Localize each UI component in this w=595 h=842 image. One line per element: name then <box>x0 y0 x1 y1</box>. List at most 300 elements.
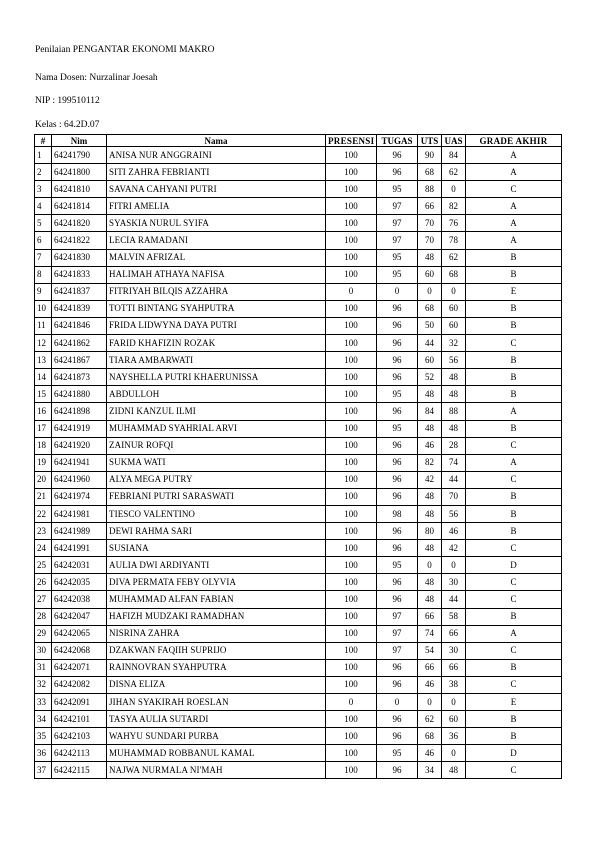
tugas-score: 95 <box>377 386 418 403</box>
final-grade: B <box>466 505 562 522</box>
student-name: DISNA ELIZA <box>107 676 326 693</box>
table-row <box>35 386 562 403</box>
presensi-score: 100 <box>326 557 377 574</box>
student-name: MUHAMMAD ALFAN FABIAN <box>107 591 326 608</box>
table-row <box>35 300 562 317</box>
table-row <box>35 642 562 659</box>
presensi-score: 100 <box>326 420 377 437</box>
table-row <box>35 369 562 386</box>
student-name: HAFIZH MUDZAKI RAMADHAN <box>107 608 326 625</box>
uas-score: 36 <box>442 728 466 745</box>
final-grade: B <box>466 266 562 283</box>
row-number: 29 <box>35 625 52 642</box>
student-nim: 64242047 <box>52 608 107 625</box>
final-grade: C <box>466 591 562 608</box>
uts-score: 42 <box>418 471 442 488</box>
table-row <box>35 454 562 471</box>
uts-score: 68 <box>418 300 442 317</box>
col-header-uts: UTS <box>418 135 442 147</box>
uas-score: 48 <box>442 762 466 779</box>
uts-score: 46 <box>418 745 442 762</box>
presensi-score: 100 <box>326 574 377 591</box>
col-header-tugas: TUGAS <box>377 135 418 147</box>
final-grade: A <box>466 147 562 164</box>
student-name: SYASKIA NURUL SYIFA <box>107 215 326 232</box>
uts-score: 48 <box>418 591 442 608</box>
final-grade: B <box>466 711 562 728</box>
row-number: 26 <box>35 574 52 591</box>
tugas-score: 96 <box>377 574 418 591</box>
final-grade: A <box>466 198 562 215</box>
uas-score: 70 <box>442 488 466 505</box>
tugas-score: 95 <box>377 249 418 266</box>
uts-score: 48 <box>418 540 442 557</box>
final-grade: A <box>466 215 562 232</box>
student-nim: 64242113 <box>52 745 107 762</box>
col-header-uas: UAS <box>442 135 466 147</box>
student-nim: 64241846 <box>52 317 107 334</box>
student-nim: 64241873 <box>52 369 107 386</box>
row-number: 34 <box>35 711 52 728</box>
final-grade: A <box>466 403 562 420</box>
uas-score: 62 <box>442 249 466 266</box>
row-number: 28 <box>35 608 52 625</box>
table-row <box>35 676 562 693</box>
tugas-score: 0 <box>377 283 418 300</box>
uas-score: 44 <box>442 591 466 608</box>
presensi-score: 0 <box>326 694 377 711</box>
uas-score: 56 <box>442 505 466 522</box>
student-name: HALIMAH ATHAYA NAFISA <box>107 266 326 283</box>
col-header-grade: GRADE AKHIR <box>466 135 562 147</box>
student-name: MALVIN AFRIZAL <box>107 249 326 266</box>
student-name: FITRIYAH BILQIS AZZAHRA <box>107 283 326 300</box>
row-number: 32 <box>35 676 52 693</box>
student-nim: 64242071 <box>52 659 107 676</box>
col-header-presensi: PRESENSI <box>326 135 377 147</box>
student-nim: 64241833 <box>52 266 107 283</box>
student-name: AULIA DWI ARDIYANTI <box>107 557 326 574</box>
uas-score: 48 <box>442 420 466 437</box>
uas-score: 0 <box>442 181 466 198</box>
tugas-score: 96 <box>377 437 418 454</box>
tugas-score: 96 <box>377 352 418 369</box>
student-nim: 64241974 <box>52 488 107 505</box>
tugas-score: 96 <box>377 147 418 164</box>
presensi-score: 100 <box>326 454 377 471</box>
student-name: ANISA NUR ANGGRAINI <box>107 147 326 164</box>
table-row <box>35 283 562 300</box>
student-nim: 64241898 <box>52 403 107 420</box>
table-row <box>35 232 562 249</box>
presensi-score: 100 <box>326 608 377 625</box>
table-row <box>35 437 562 454</box>
student-nim: 64241837 <box>52 283 107 300</box>
uts-score: 48 <box>418 386 442 403</box>
row-number: 33 <box>35 694 52 711</box>
student-name: TOTTI BINTANG SYAHPUTRA <box>107 300 326 317</box>
final-grade: C <box>466 181 562 198</box>
row-number: 36 <box>35 745 52 762</box>
student-name: NAJWA NURMALA NI'MAH <box>107 762 326 779</box>
presensi-score: 100 <box>326 659 377 676</box>
presensi-score: 100 <box>326 369 377 386</box>
final-grade: A <box>466 454 562 471</box>
final-grade: C <box>466 676 562 693</box>
student-nim: 64241920 <box>52 437 107 454</box>
student-nim: 64242082 <box>52 676 107 693</box>
final-grade: C <box>466 540 562 557</box>
uas-score: 56 <box>442 352 466 369</box>
table-row <box>35 591 562 608</box>
student-nim: 64242038 <box>52 591 107 608</box>
student-nim: 64242068 <box>52 642 107 659</box>
row-number: 25 <box>35 557 52 574</box>
table-row <box>35 728 562 745</box>
table-header-row <box>35 135 562 147</box>
table-row <box>35 523 562 540</box>
tugas-score: 97 <box>377 232 418 249</box>
student-nim: 64241814 <box>52 198 107 215</box>
final-grade: B <box>466 300 562 317</box>
table-row <box>35 403 562 420</box>
table-row <box>35 694 562 711</box>
uts-score: 50 <box>418 317 442 334</box>
uts-score: 34 <box>418 762 442 779</box>
student-name: FITRI AMELIA <box>107 198 326 215</box>
tugas-score: 98 <box>377 505 418 522</box>
student-name: NISRINA ZAHRA <box>107 625 326 642</box>
tugas-score: 96 <box>377 523 418 540</box>
uts-score: 90 <box>418 147 442 164</box>
presensi-score: 100 <box>326 728 377 745</box>
row-number: 2 <box>35 164 52 181</box>
presensi-score: 100 <box>326 540 377 557</box>
presensi-score: 100 <box>326 642 377 659</box>
uas-score: 30 <box>442 574 466 591</box>
presensi-score: 100 <box>326 300 377 317</box>
student-nim: 64241941 <box>52 454 107 471</box>
table-row <box>35 181 562 198</box>
final-grade: C <box>466 437 562 454</box>
table-row <box>35 471 562 488</box>
class-code: Kelas : 64.2D.07 <box>35 120 100 130</box>
tugas-score: 96 <box>377 728 418 745</box>
uas-score: 42 <box>442 540 466 557</box>
uts-score: 62 <box>418 711 442 728</box>
tugas-score: 97 <box>377 642 418 659</box>
presensi-score: 100 <box>326 437 377 454</box>
student-name: WAHYU SUNDARI PURBA <box>107 728 326 745</box>
row-number: 27 <box>35 591 52 608</box>
uts-score: 0 <box>418 557 442 574</box>
table-row <box>35 335 562 352</box>
uts-score: 80 <box>418 523 442 540</box>
tugas-score: 96 <box>377 164 418 181</box>
tugas-score: 96 <box>377 403 418 420</box>
tugas-score: 95 <box>377 420 418 437</box>
table-row <box>35 762 562 779</box>
uts-score: 66 <box>418 198 442 215</box>
student-name: ABDULLOH <box>107 386 326 403</box>
table-row <box>35 352 562 369</box>
row-number: 30 <box>35 642 52 659</box>
uas-score: 60 <box>442 711 466 728</box>
presensi-score: 100 <box>326 181 377 198</box>
row-number: 7 <box>35 249 52 266</box>
tugas-score: 96 <box>377 471 418 488</box>
student-name: ALYA MEGA PUTRY <box>107 471 326 488</box>
uts-score: 66 <box>418 608 442 625</box>
student-nim: 64241919 <box>52 420 107 437</box>
student-name: DEWI RAHMA SARI <box>107 523 326 540</box>
student-name: FEBRIANI PUTRI SARASWATI <box>107 488 326 505</box>
presensi-score: 100 <box>326 335 377 352</box>
table-row <box>35 215 562 232</box>
student-name: ZIDNI KANZUL ILMI <box>107 403 326 420</box>
lecturer-nip: NIP : 199510112 <box>35 96 100 106</box>
student-nim: 64241822 <box>52 232 107 249</box>
student-nim: 64241991 <box>52 540 107 557</box>
row-number: 19 <box>35 454 52 471</box>
uas-score: 28 <box>442 437 466 454</box>
uas-score: 48 <box>442 386 466 403</box>
uas-score: 48 <box>442 369 466 386</box>
uts-score: 82 <box>418 454 442 471</box>
tugas-score: 0 <box>377 694 418 711</box>
table-row <box>35 608 562 625</box>
tugas-score: 97 <box>377 625 418 642</box>
row-number: 9 <box>35 283 52 300</box>
student-name: SAVANA CAHYANI PUTRI <box>107 181 326 198</box>
presensi-score: 100 <box>326 147 377 164</box>
student-name: TIARA AMBARWATI <box>107 352 326 369</box>
student-nim: 64242031 <box>52 557 107 574</box>
uts-score: 70 <box>418 232 442 249</box>
row-number: 23 <box>35 523 52 540</box>
presensi-score: 100 <box>326 471 377 488</box>
row-number: 6 <box>35 232 52 249</box>
grades-table <box>34 134 562 779</box>
row-number: 22 <box>35 505 52 522</box>
row-number: 35 <box>35 728 52 745</box>
uas-score: 66 <box>442 625 466 642</box>
presensi-score: 100 <box>326 164 377 181</box>
student-name: DIVA PERMATA FEBY OLYVIA <box>107 574 326 591</box>
final-grade: B <box>466 317 562 334</box>
final-grade: A <box>466 625 562 642</box>
final-grade: B <box>466 488 562 505</box>
uas-score: 82 <box>442 198 466 215</box>
student-name: MUHAMMAD SYAHRIAL ARVI <box>107 420 326 437</box>
uas-score: 0 <box>442 557 466 574</box>
student-name: TASYA AULIA SUTARDI <box>107 711 326 728</box>
course-title: Penilaian PENGANTAR EKONOMI MAKRO <box>35 45 215 55</box>
col-header-nama: Nama <box>107 135 326 147</box>
presensi-score: 100 <box>326 745 377 762</box>
tugas-score: 96 <box>377 317 418 334</box>
uts-score: 0 <box>418 283 442 300</box>
table-row <box>35 540 562 557</box>
row-number: 15 <box>35 386 52 403</box>
uas-score: 44 <box>442 471 466 488</box>
presensi-score: 100 <box>326 625 377 642</box>
final-grade: D <box>466 745 562 762</box>
final-grade: B <box>466 420 562 437</box>
table-row <box>35 164 562 181</box>
table-row <box>35 625 562 642</box>
tugas-score: 95 <box>377 266 418 283</box>
row-number: 16 <box>35 403 52 420</box>
tugas-score: 97 <box>377 215 418 232</box>
student-nim: 64242101 <box>52 711 107 728</box>
uts-score: 68 <box>418 728 442 745</box>
presensi-score: 0 <box>326 283 377 300</box>
table-row <box>35 557 562 574</box>
final-grade: A <box>466 164 562 181</box>
tugas-score: 95 <box>377 557 418 574</box>
uts-score: 84 <box>418 403 442 420</box>
presensi-score: 100 <box>326 711 377 728</box>
student-name: JIHAN SYAKIRAH ROESLAN <box>107 694 326 711</box>
final-grade: B <box>466 608 562 625</box>
student-nim: 64242115 <box>52 762 107 779</box>
col-header-number: # <box>35 135 52 147</box>
final-grade: B <box>466 352 562 369</box>
tugas-score: 97 <box>377 608 418 625</box>
uts-score: 52 <box>418 369 442 386</box>
student-nim: 64241810 <box>52 181 107 198</box>
uts-score: 88 <box>418 181 442 198</box>
student-name: LECIA RAMADANI <box>107 232 326 249</box>
tugas-score: 96 <box>377 300 418 317</box>
row-number: 17 <box>35 420 52 437</box>
uas-score: 60 <box>442 300 466 317</box>
final-grade: B <box>466 523 562 540</box>
uts-score: 46 <box>418 437 442 454</box>
student-name: NAYSHELLA PUTRI KHAERUNISSA <box>107 369 326 386</box>
table-row <box>35 659 562 676</box>
row-number: 13 <box>35 352 52 369</box>
table-row <box>35 198 562 215</box>
uts-score: 48 <box>418 574 442 591</box>
uas-score: 0 <box>442 694 466 711</box>
final-grade: C <box>466 335 562 352</box>
final-grade: B <box>466 386 562 403</box>
row-number: 11 <box>35 317 52 334</box>
tugas-score: 96 <box>377 762 418 779</box>
presensi-score: 100 <box>326 249 377 266</box>
student-name: DZAKWAN FAQIIH SUPRIJO <box>107 642 326 659</box>
table-row <box>35 317 562 334</box>
tugas-score: 96 <box>377 711 418 728</box>
final-grade: C <box>466 471 562 488</box>
uas-score: 66 <box>442 659 466 676</box>
table-row <box>35 574 562 591</box>
student-name: FRIDA LIDWYNA DAYA PUTRI <box>107 317 326 334</box>
uts-score: 46 <box>418 676 442 693</box>
table-row <box>35 420 562 437</box>
final-grade: B <box>466 369 562 386</box>
uts-score: 60 <box>418 266 442 283</box>
tugas-score: 96 <box>377 659 418 676</box>
row-number: 37 <box>35 762 52 779</box>
uas-score: 32 <box>442 335 466 352</box>
uas-score: 0 <box>442 745 466 762</box>
presensi-score: 100 <box>326 232 377 249</box>
student-nim: 64242091 <box>52 694 107 711</box>
uas-score: 58 <box>442 608 466 625</box>
uas-score: 84 <box>442 147 466 164</box>
student-nim: 64241790 <box>52 147 107 164</box>
presensi-score: 100 <box>326 676 377 693</box>
presensi-score: 100 <box>326 505 377 522</box>
uas-score: 76 <box>442 215 466 232</box>
student-nim: 64242035 <box>52 574 107 591</box>
col-header-nim: Nim <box>52 135 107 147</box>
student-nim: 64241830 <box>52 249 107 266</box>
uas-score: 68 <box>442 266 466 283</box>
uts-score: 68 <box>418 164 442 181</box>
uts-score: 0 <box>418 694 442 711</box>
tugas-score: 96 <box>377 540 418 557</box>
row-number: 5 <box>35 215 52 232</box>
final-grade: A <box>466 232 562 249</box>
table-row <box>35 266 562 283</box>
final-grade: C <box>466 642 562 659</box>
tugas-score: 95 <box>377 745 418 762</box>
student-nim: 64241880 <box>52 386 107 403</box>
row-number: 24 <box>35 540 52 557</box>
table-row <box>35 488 562 505</box>
uts-score: 48 <box>418 505 442 522</box>
uts-score: 48 <box>418 249 442 266</box>
student-nim: 64241820 <box>52 215 107 232</box>
presensi-score: 100 <box>326 488 377 505</box>
table-row <box>35 505 562 522</box>
lecturer-name: Nama Dosen: Nurzalinar Joesah <box>35 73 158 83</box>
row-number: 31 <box>35 659 52 676</box>
presensi-score: 100 <box>326 403 377 420</box>
final-grade: B <box>466 659 562 676</box>
student-nim: 64241862 <box>52 335 107 352</box>
presensi-score: 100 <box>326 386 377 403</box>
row-number: 4 <box>35 198 52 215</box>
uas-score: 74 <box>442 454 466 471</box>
row-number: 14 <box>35 369 52 386</box>
table-row <box>35 147 562 164</box>
student-nim: 64241839 <box>52 300 107 317</box>
uas-score: 78 <box>442 232 466 249</box>
uas-score: 38 <box>442 676 466 693</box>
student-nim: 64241960 <box>52 471 107 488</box>
row-number: 8 <box>35 266 52 283</box>
student-nim: 64242103 <box>52 728 107 745</box>
uas-score: 0 <box>442 283 466 300</box>
table-row <box>35 249 562 266</box>
uas-score: 62 <box>442 164 466 181</box>
student-nim: 64241981 <box>52 505 107 522</box>
student-name: RAINNOVRAN SYAHPUTRA <box>107 659 326 676</box>
student-name: SUKMA WATI <box>107 454 326 471</box>
student-nim: 64241989 <box>52 523 107 540</box>
student-nim: 64241800 <box>52 164 107 181</box>
tugas-score: 96 <box>377 335 418 352</box>
tugas-score: 96 <box>377 369 418 386</box>
uts-score: 48 <box>418 420 442 437</box>
uts-score: 54 <box>418 642 442 659</box>
uts-score: 70 <box>418 215 442 232</box>
